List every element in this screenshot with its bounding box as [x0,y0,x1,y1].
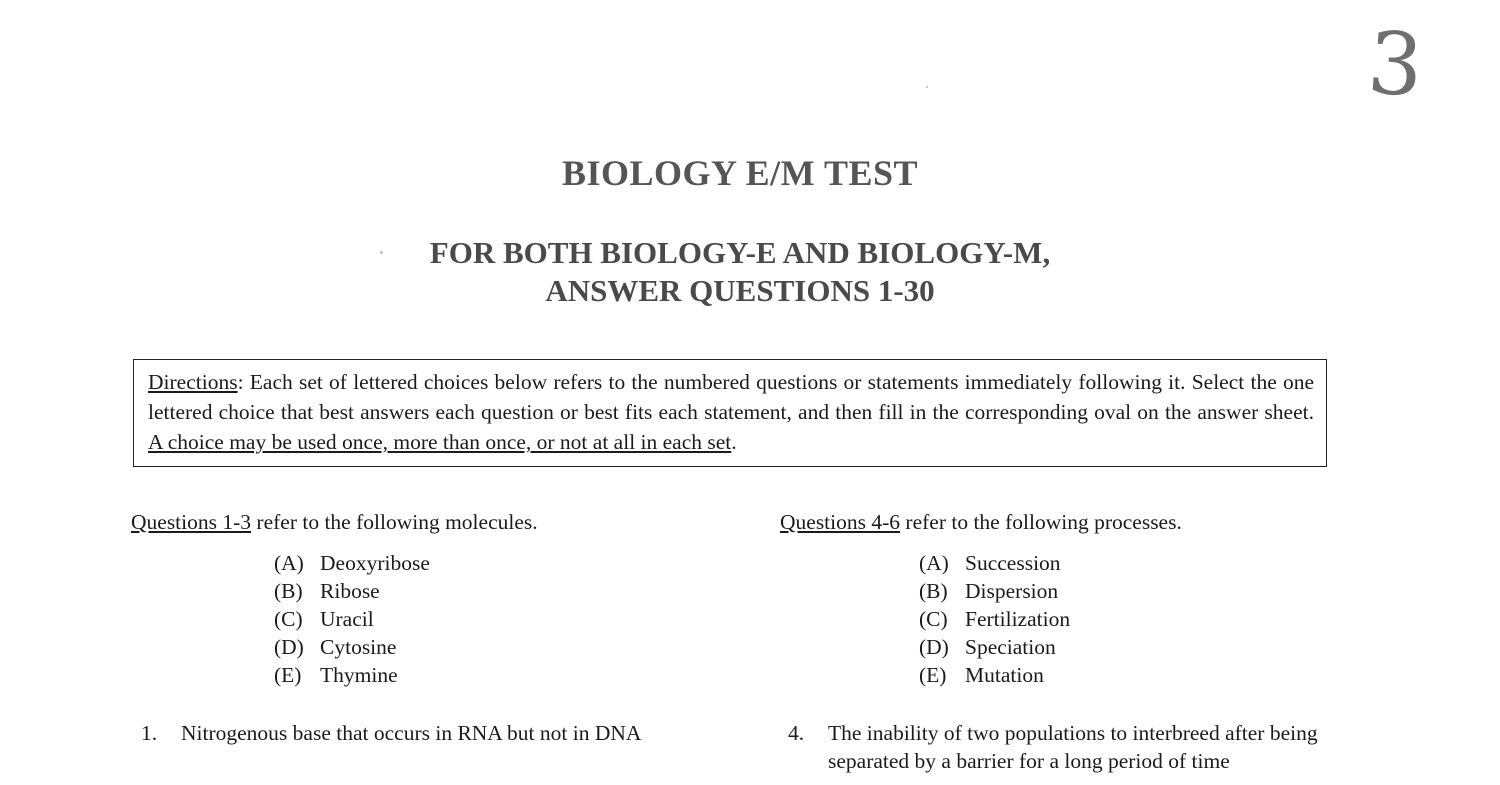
choice-letter: (E) [919,663,947,687]
choice-item [274,605,751,633]
choice-item [919,661,1380,689]
directions-end: . [731,430,737,454]
choice-letter: (A) [274,551,304,575]
directions-colon: : [237,370,244,394]
question-text: The inability of two populations to interbreed after being separated by a barrier for a long period of time [828,721,1318,773]
choice-text: Dispersion [965,579,1059,603]
choice-text: Speciation [965,635,1056,659]
directions-text: Each set of lettered choices below refers to the numbered questions or statements immediately following it. Select the one lettered choice that best answers each question or best fits each statement, and then fill in the corresponding oval on the answer sheet. [148,370,1314,424]
question-item [131,719,751,747]
choice-item [274,661,751,689]
subtitle-line-1: FOR BOTH BIOLOGY-E AND BIOLOGY-M, [429,235,1051,270]
choice-text: Uracil [320,607,374,631]
directions-label: Directions [148,370,238,394]
question-number: 1. [141,721,158,745]
subtitle-line-2: ANSWER QUESTIONS 1-30 [545,273,935,308]
set-intro-text: refer to the following molecules. [251,510,538,534]
directions-underlined-rule: A choice may be used once, more than once, or not at all in each set [148,430,732,454]
choice-letter: (A) [919,551,949,575]
choice-item [919,605,1380,633]
question-number: 4. [788,721,805,745]
question-set-1-3 [131,508,751,747]
directions-box [133,359,1327,467]
set-reference: Questions 1-3 [131,510,252,534]
test-title: BIOLOGY E/M TEST [561,153,919,193]
choice-item [919,577,1380,605]
handwritten-page-number: 3 [1364,13,1427,117]
choice-letter: (C) [274,607,303,631]
question-item [780,719,1380,775]
choice-letter: (B) [919,579,948,603]
choice-item [919,633,1380,661]
choice-item [919,549,1380,577]
choice-letter: (C) [919,607,948,631]
choice-list [131,549,751,689]
choice-letter: (D) [274,635,304,659]
choice-text: Thymine [320,663,398,687]
choice-item [274,633,751,661]
choice-item [274,577,751,605]
choice-text: Succession [965,551,1061,575]
choice-letter: (B) [274,579,303,603]
set-intro [131,508,751,536]
scan-speck [926,86,928,88]
set-intro [780,508,1380,536]
choice-letter: (D) [919,635,949,659]
choice-letter: (E) [274,663,302,687]
question-set-4-6 [780,508,1380,775]
set-reference: Questions 4-6 [780,510,901,534]
set-intro-text: refer to the following processes. [900,510,1182,534]
choice-text: Fertilization [965,607,1071,631]
choice-list [780,549,1380,689]
question-text: Nitrogenous base that occurs in RNA but not in DNA [181,721,642,745]
choice-item [274,549,751,577]
choice-text: Deoxyribose [320,551,430,575]
choice-text: Cytosine [320,635,397,659]
choice-text: Mutation [965,663,1044,687]
choice-text: Ribose [320,579,380,603]
test-subtitle [0,234,1480,310]
